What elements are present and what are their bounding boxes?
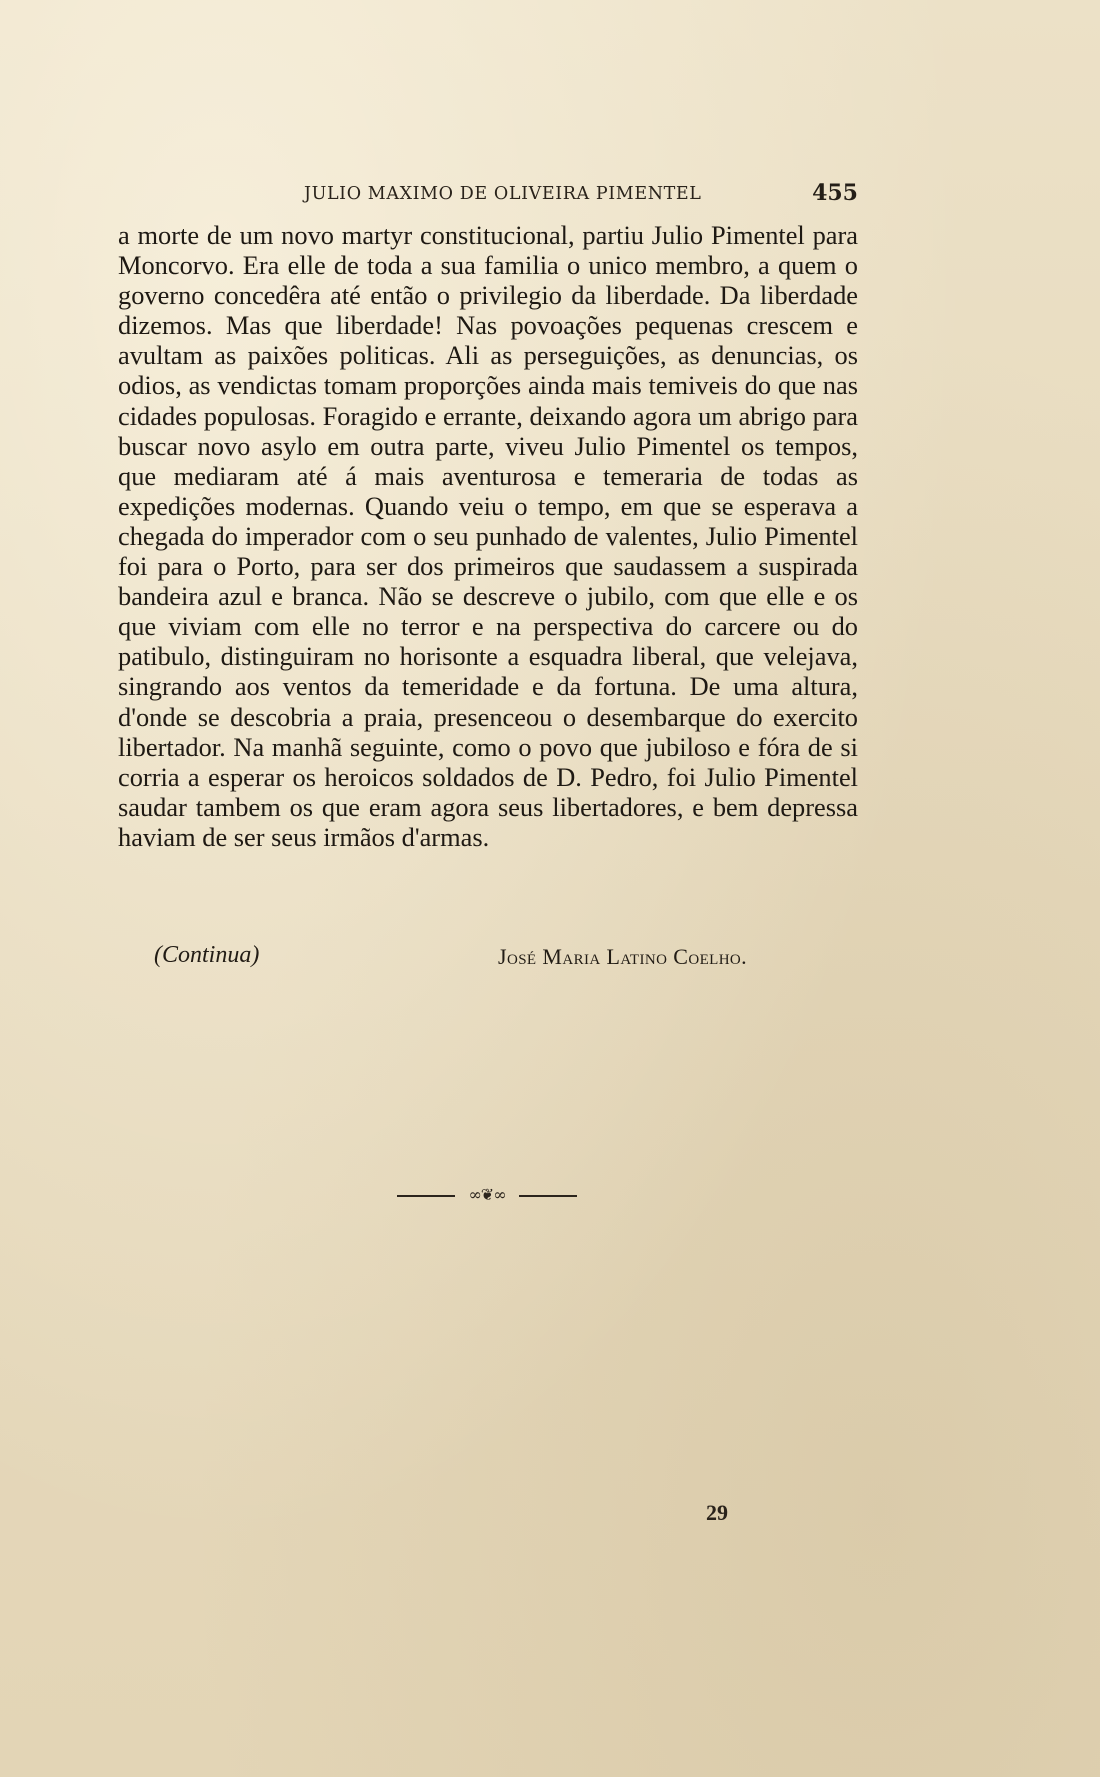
signature-row [118,940,858,976]
ornament-line-left [397,1195,455,1197]
ornament-line-right [519,1195,577,1197]
ornament-flourish-icon: ∞❦∞ [468,1185,506,1204]
page-header [118,176,858,216]
continua-note: (Continua) [154,942,260,968]
main-paragraph: a morte de um novo martyr constitucional, partiu Julio Pimentel para Moncorvo. Era elle de toda a sua familia o unico membro, a quem o governo concedêra até então o privilegio da liberdade. Da liberdade dizemos. Mas que liberdade! Nas povoações pequenas crescem e avultam as paixões politicas. Ali as perseguições, as denuncias, os odios, as vendictas tomam proporções ainda mais temiveis do que nas cidades populosas. Foragido e errante, deixando agora um abrigo para buscar novo asylo em outra parte, viveu Julio Pimentel os tempos, que mediaram até á mais aventurosa e temeraria de todas as expedições modernas. Quando veiu o tempo, em que se esperava a chegada do imperador com o seu punhado de valentes, Julio Pimentel foi para o Porto, para ser dos primeiros que saudassem a suspirada bandeira azul e branca. Não se descreve o jubilo, com que elle e os que viviam com elle no terror e na perspectiva do carcere ou do patibulo, distinguiram no horisonte a esquadra liberal, que velejava, singrando aos ventos da temeridade e da fortuna. De uma altura, d'onde se descobria a praia, presenceou o desembarque do exercito libertador. Na manhã seguinte, como o povo que jubiloso e fóra de si corria a esperar os heroicos soldados de D. Pedro, foi Julio Pimentel saudar tambem os que eram agora seus libertadores, e bem depressa haviam de ser seus irmãos d'armas. [118,220,858,852]
printer-signature-mark: 29 [706,1500,728,1525]
body-text [118,220,858,852]
running-title: JULIO MAXIMO DE OLIVEIRA PIMENTEL [304,184,702,204]
ornamental-rule [397,1185,577,1204]
author-signature: José Maria Latino Coelho. [498,944,748,969]
page-number: 455 [812,180,858,206]
